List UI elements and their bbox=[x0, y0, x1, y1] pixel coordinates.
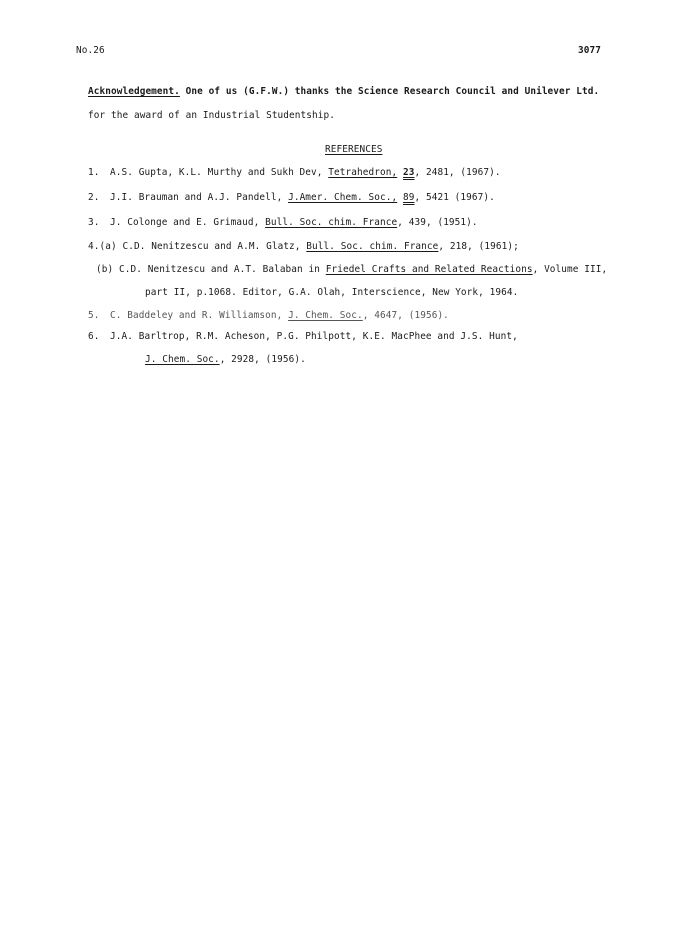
reference-journal: Bull. Soc. chim. France bbox=[306, 241, 439, 252]
reference-details: , 4647, (1956). bbox=[362, 310, 449, 321]
reference-journal: Tetrahedron, bbox=[328, 167, 398, 178]
reference-journal: J. Chem. Soc. bbox=[145, 354, 220, 365]
running-head: No.26 bbox=[76, 45, 105, 56]
reference-authors: C. Baddeley and R. Williamson, bbox=[110, 310, 289, 321]
reference-volume: 89 bbox=[402, 192, 415, 203]
acknowledgement-line-2: for the award of an Industrial Studentship. bbox=[88, 110, 336, 121]
acknowledgement-line-1 bbox=[88, 86, 599, 97]
reference-authors: J. Colonge and E. Grimaud, bbox=[110, 217, 266, 228]
reference-volume: 23 bbox=[402, 167, 415, 178]
acknowledgement-text-1: One of us (G.F.W.) thanks the Science Research Council and Unilever Ltd. bbox=[185, 86, 600, 97]
reference-details: , Volume III, bbox=[532, 264, 608, 275]
page-number: 3077 bbox=[578, 45, 601, 56]
reference-details: , 218, (1961); bbox=[438, 241, 519, 252]
reference-journal: J. Chem. Soc. bbox=[288, 310, 363, 321]
reference-number: 5. bbox=[88, 310, 100, 321]
references-heading: REFERENCES bbox=[325, 144, 383, 155]
reference-number: (b) bbox=[96, 264, 114, 275]
reference-1 bbox=[88, 167, 501, 178]
reference-authors: C.D. Nenitzescu and A.M. Glatz, bbox=[116, 241, 307, 252]
reference-details: , 2481, (1967). bbox=[414, 167, 501, 178]
reference-authors: J.I. Brauman and A.J. Pandell, bbox=[110, 192, 289, 203]
reference-authors: C.D. Nenitzescu and A.T. Balaban in bbox=[113, 264, 326, 275]
reference-4b bbox=[96, 264, 607, 275]
reference-3 bbox=[88, 217, 478, 228]
reference-number: 3. bbox=[88, 217, 100, 228]
reference-number: 2. bbox=[88, 192, 100, 203]
reference-details: , 5421 (1967). bbox=[414, 192, 495, 203]
reference-authors: A.S. Gupta, K.L. Murthy and Sukh Dev, bbox=[110, 167, 329, 178]
acknowledgement-heading: Acknowledgement. bbox=[88, 86, 180, 97]
reference-journal: J.Amer. Chem. Soc., bbox=[288, 192, 398, 203]
reference-5 bbox=[88, 310, 449, 321]
reference-details: , 439, (1951). bbox=[397, 217, 478, 228]
reference-number: 6. bbox=[88, 331, 100, 342]
reference-journal: Bull. Soc. chim. France bbox=[265, 217, 398, 228]
reference-4a bbox=[88, 241, 519, 252]
reference-book-title: Friedel Crafts and Related Reactions bbox=[325, 264, 533, 275]
reference-6 bbox=[88, 331, 518, 342]
reference-number: 4.(a) bbox=[88, 241, 117, 252]
reference-6-continued bbox=[145, 354, 306, 365]
reference-2 bbox=[88, 192, 495, 203]
reference-4b-continued: part II, p.1068. Editor, G.A. Olah, Interscience, New York, 1964. bbox=[145, 287, 519, 298]
reference-number: 1. bbox=[88, 167, 100, 178]
reference-details: , 2928, (1956). bbox=[219, 354, 306, 365]
reference-authors: J.A. Barltrop, R.M. Acheson, P.G. Philpott, K.E. MacPhee and J.S. Hunt, bbox=[110, 331, 518, 342]
